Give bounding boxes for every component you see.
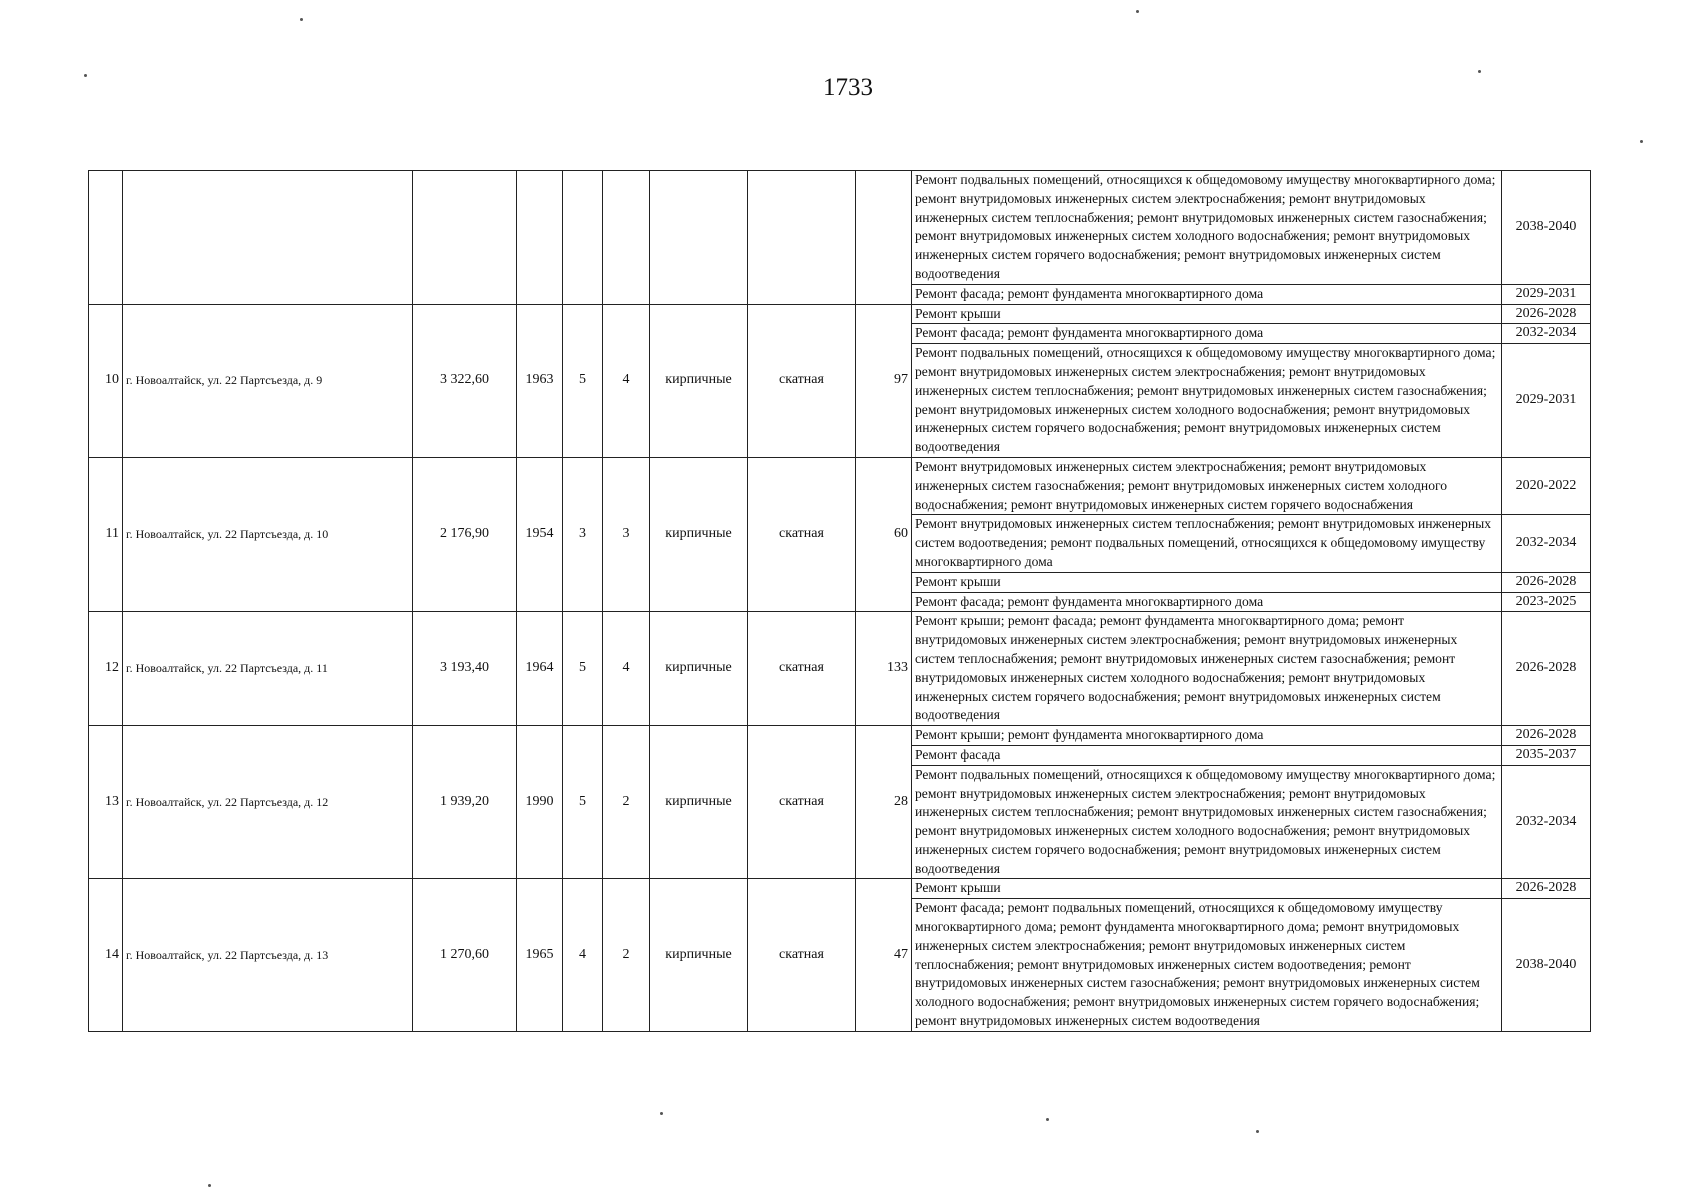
house-residents: 28 bbox=[856, 726, 912, 879]
work-period: 2020-2022 bbox=[1502, 457, 1591, 514]
work-period: 2029-2031 bbox=[1502, 344, 1591, 458]
work-period: 2026-2028 bbox=[1502, 726, 1591, 746]
table-row bbox=[89, 726, 1591, 746]
house-area: 3 193,40 bbox=[413, 612, 517, 726]
house-residents: 60 bbox=[856, 457, 912, 611]
work-description: Ремонт крыши; ремонт фасада; ремонт фундамента многоквартирного дома; ремонт внутридомовых инженерных систем электроснабжения; ремонт внутридомовых инженерных систем теплоснабжения; ремонт внутридомовых инженерных систем газоснабжения; ремонт внутридомовых инженерных систем холодного водоснабжения; ремонт внутридомовых инженерных систем горячего водоснабжения; ремонт внутридомовых инженерных систем водоотведения bbox=[912, 612, 1502, 726]
house-address: г. Новоалтайск, ул. 22 Партсъезда, д. 9 bbox=[123, 304, 413, 457]
house-year: 1990 bbox=[517, 726, 563, 879]
house-year: 1954 bbox=[517, 457, 563, 611]
scan-speck bbox=[84, 74, 87, 77]
repair-program-table bbox=[88, 170, 1591, 1032]
work-period: 2038-2040 bbox=[1502, 899, 1591, 1032]
house-area: 2 176,90 bbox=[413, 457, 517, 611]
table-row bbox=[89, 612, 1591, 726]
house-roof: скатная bbox=[748, 304, 856, 457]
house-address bbox=[123, 171, 413, 305]
house-walls: кирпичные bbox=[650, 304, 748, 457]
work-period: 2026-2028 bbox=[1502, 879, 1591, 899]
page-number: 1733 bbox=[823, 74, 873, 101]
work-period: 2032-2034 bbox=[1502, 324, 1591, 344]
scan-speck bbox=[1640, 140, 1643, 143]
scan-speck bbox=[300, 18, 303, 21]
work-description: Ремонт подвальных помещений, относящихся к общедомовому имуществу многоквартирного дома; ремонт внутридомовых инженерных систем электроснабжения; ремонт внутридомовых инженерных систем теплоснабжения; ремонт внутридомовых инженерных систем газоснабжения; ремонт внутридомовых инженерных систем холодного водоснабжения; ремонт внутридомовых инженерных систем горячего водоснабжения; ремонт внутридомовых инженерных систем водоотведения bbox=[912, 171, 1502, 285]
house-year: 1964 bbox=[517, 612, 563, 726]
scan-speck bbox=[660, 1112, 663, 1115]
house-area: 1 270,60 bbox=[413, 879, 517, 1031]
work-description: Ремонт подвальных помещений, относящихся к общедомовому имуществу многоквартирного дома; ремонт внутридомовых инженерных систем электроснабжения; ремонт внутридомовых инженерных систем теплоснабжения; ремонт внутридомовых инженерных систем газоснабжения; ремонт внутридомовых инженерных систем холодного водоснабжения; ремонт внутридомовых инженерных систем горячего водоснабжения; ремонт внутридомовых инженерных систем водоотведения bbox=[912, 765, 1502, 879]
house-number: 12 bbox=[89, 612, 123, 726]
house-entrances: 4 bbox=[603, 304, 650, 457]
house-roof: скатная bbox=[748, 457, 856, 611]
house-address: г. Новоалтайск, ул. 22 Партсъезда, д. 13 bbox=[123, 879, 413, 1031]
work-period: 2032-2034 bbox=[1502, 765, 1591, 879]
scan-speck bbox=[1256, 1130, 1259, 1133]
work-period: 2023-2025 bbox=[1502, 592, 1591, 612]
house-year: 1963 bbox=[517, 304, 563, 457]
table-row bbox=[89, 879, 1591, 899]
house-number: 10 bbox=[89, 304, 123, 457]
house-roof: скатная bbox=[748, 879, 856, 1031]
work-period: 2026-2028 bbox=[1502, 572, 1591, 592]
house-roof: скатная bbox=[748, 612, 856, 726]
work-description: Ремонт крыши; ремонт фундамента многоквартирного дома bbox=[912, 726, 1502, 746]
house-entrances: 2 bbox=[603, 726, 650, 879]
house-walls: кирпичные bbox=[650, 612, 748, 726]
scan-speck bbox=[1046, 1118, 1049, 1121]
house-entrances bbox=[603, 171, 650, 305]
house-floors bbox=[563, 171, 603, 305]
house-walls: кирпичные bbox=[650, 726, 748, 879]
house-roof: скатная bbox=[748, 726, 856, 879]
house-number: 14 bbox=[89, 879, 123, 1031]
house-address: г. Новоалтайск, ул. 22 Партсъезда, д. 10 bbox=[123, 457, 413, 611]
house-area: 1 939,20 bbox=[413, 726, 517, 879]
house-entrances: 2 bbox=[603, 879, 650, 1031]
scan-speck bbox=[208, 1184, 211, 1187]
house-number: 13 bbox=[89, 726, 123, 879]
house-walls: кирпичные bbox=[650, 879, 748, 1031]
house-address: г. Новоалтайск, ул. 22 Партсъезда, д. 11 bbox=[123, 612, 413, 726]
work-description: Ремонт подвальных помещений, относящихся к общедомовому имуществу многоквартирного дома; ремонт внутридомовых инженерных систем электроснабжения; ремонт внутридомовых инженерных систем теплоснабжения; ремонт внутридомовых инженерных систем газоснабжения; ремонт внутридомовых инженерных систем холодного водоснабжения; ремонт внутридомовых инженерных систем горячего водоснабжения; ремонт внутридомовых инженерных систем водоотведения bbox=[912, 344, 1502, 458]
work-description: Ремонт внутридомовых инженерных систем теплоснабжения; ремонт внутридомовых инженерных систем водоотведения; ремонт подвальных помещений, относящихся к общедомовому имуществу многоквартирного дома bbox=[912, 515, 1502, 572]
house-floors: 5 bbox=[563, 726, 603, 879]
work-description: Ремонт крыши bbox=[912, 304, 1502, 324]
house-walls: кирпичные bbox=[650, 457, 748, 611]
work-period: 2038-2040 bbox=[1502, 171, 1591, 285]
work-period: 2026-2028 bbox=[1502, 612, 1591, 726]
work-period: 2026-2028 bbox=[1502, 304, 1591, 324]
work-description: Ремонт внутридомовых инженерных систем электроснабжения; ремонт внутридомовых инженерных систем газоснабжения; ремонт внутридомовых инженерных систем холодного водоснабжения; ремонт внутридомовых инженерных систем горячего водоснабжения bbox=[912, 457, 1502, 514]
work-description: Ремонт фасада; ремонт подвальных помещений, относящихся к общедомовому имуществу многоквартирного дома; ремонт фундамента многоквартирного дома; ремонт внутридомовых инженерных систем электроснабжения; ремонт внутридомовых инженерных систем теплоснабжения; ремонт внутридомовых инженерных систем водоотведения; ремонт внутридомовых инженерных систем газоснабжения; ремонт внутридомовых инженерных систем холодного водоснабжения; ремонт внутридомовых инженерных систем горячего водоснабжения; ремонт внутридомовых инженерных систем водоотведения bbox=[912, 899, 1502, 1032]
house-residents bbox=[856, 171, 912, 305]
work-period: 2032-2034 bbox=[1502, 515, 1591, 572]
work-description: Ремонт фасада bbox=[912, 745, 1502, 765]
house-entrances: 3 bbox=[603, 457, 650, 611]
table-row bbox=[89, 304, 1591, 324]
work-description: Ремонт фасада; ремонт фундамента многоквартирного дома bbox=[912, 324, 1502, 344]
table-row bbox=[89, 171, 1591, 285]
table-row bbox=[89, 457, 1591, 514]
house-floors: 5 bbox=[563, 612, 603, 726]
house-roof bbox=[748, 171, 856, 305]
house-floors: 5 bbox=[563, 304, 603, 457]
house-residents: 97 bbox=[856, 304, 912, 457]
scan-speck bbox=[1136, 10, 1139, 13]
house-number: 11 bbox=[89, 457, 123, 611]
house-area bbox=[413, 171, 517, 305]
house-area: 3 322,60 bbox=[413, 304, 517, 457]
work-description: Ремонт фасада; ремонт фундамента многоквартирного дома bbox=[912, 592, 1502, 612]
house-floors: 3 bbox=[563, 457, 603, 611]
house-residents: 47 bbox=[856, 879, 912, 1031]
work-period: 2035-2037 bbox=[1502, 745, 1591, 765]
house-floors: 4 bbox=[563, 879, 603, 1031]
house-year: 1965 bbox=[517, 879, 563, 1031]
scan-speck bbox=[1478, 70, 1481, 73]
house-residents: 133 bbox=[856, 612, 912, 726]
house-entrances: 4 bbox=[603, 612, 650, 726]
work-description: Ремонт крыши bbox=[912, 879, 1502, 899]
work-period: 2029-2031 bbox=[1502, 284, 1591, 304]
house-year bbox=[517, 171, 563, 305]
house-walls bbox=[650, 171, 748, 305]
house-number bbox=[89, 171, 123, 305]
work-description: Ремонт фасада; ремонт фундамента многоквартирного дома bbox=[912, 284, 1502, 304]
work-description: Ремонт крыши bbox=[912, 572, 1502, 592]
house-address: г. Новоалтайск, ул. 22 Партсъезда, д. 12 bbox=[123, 726, 413, 879]
